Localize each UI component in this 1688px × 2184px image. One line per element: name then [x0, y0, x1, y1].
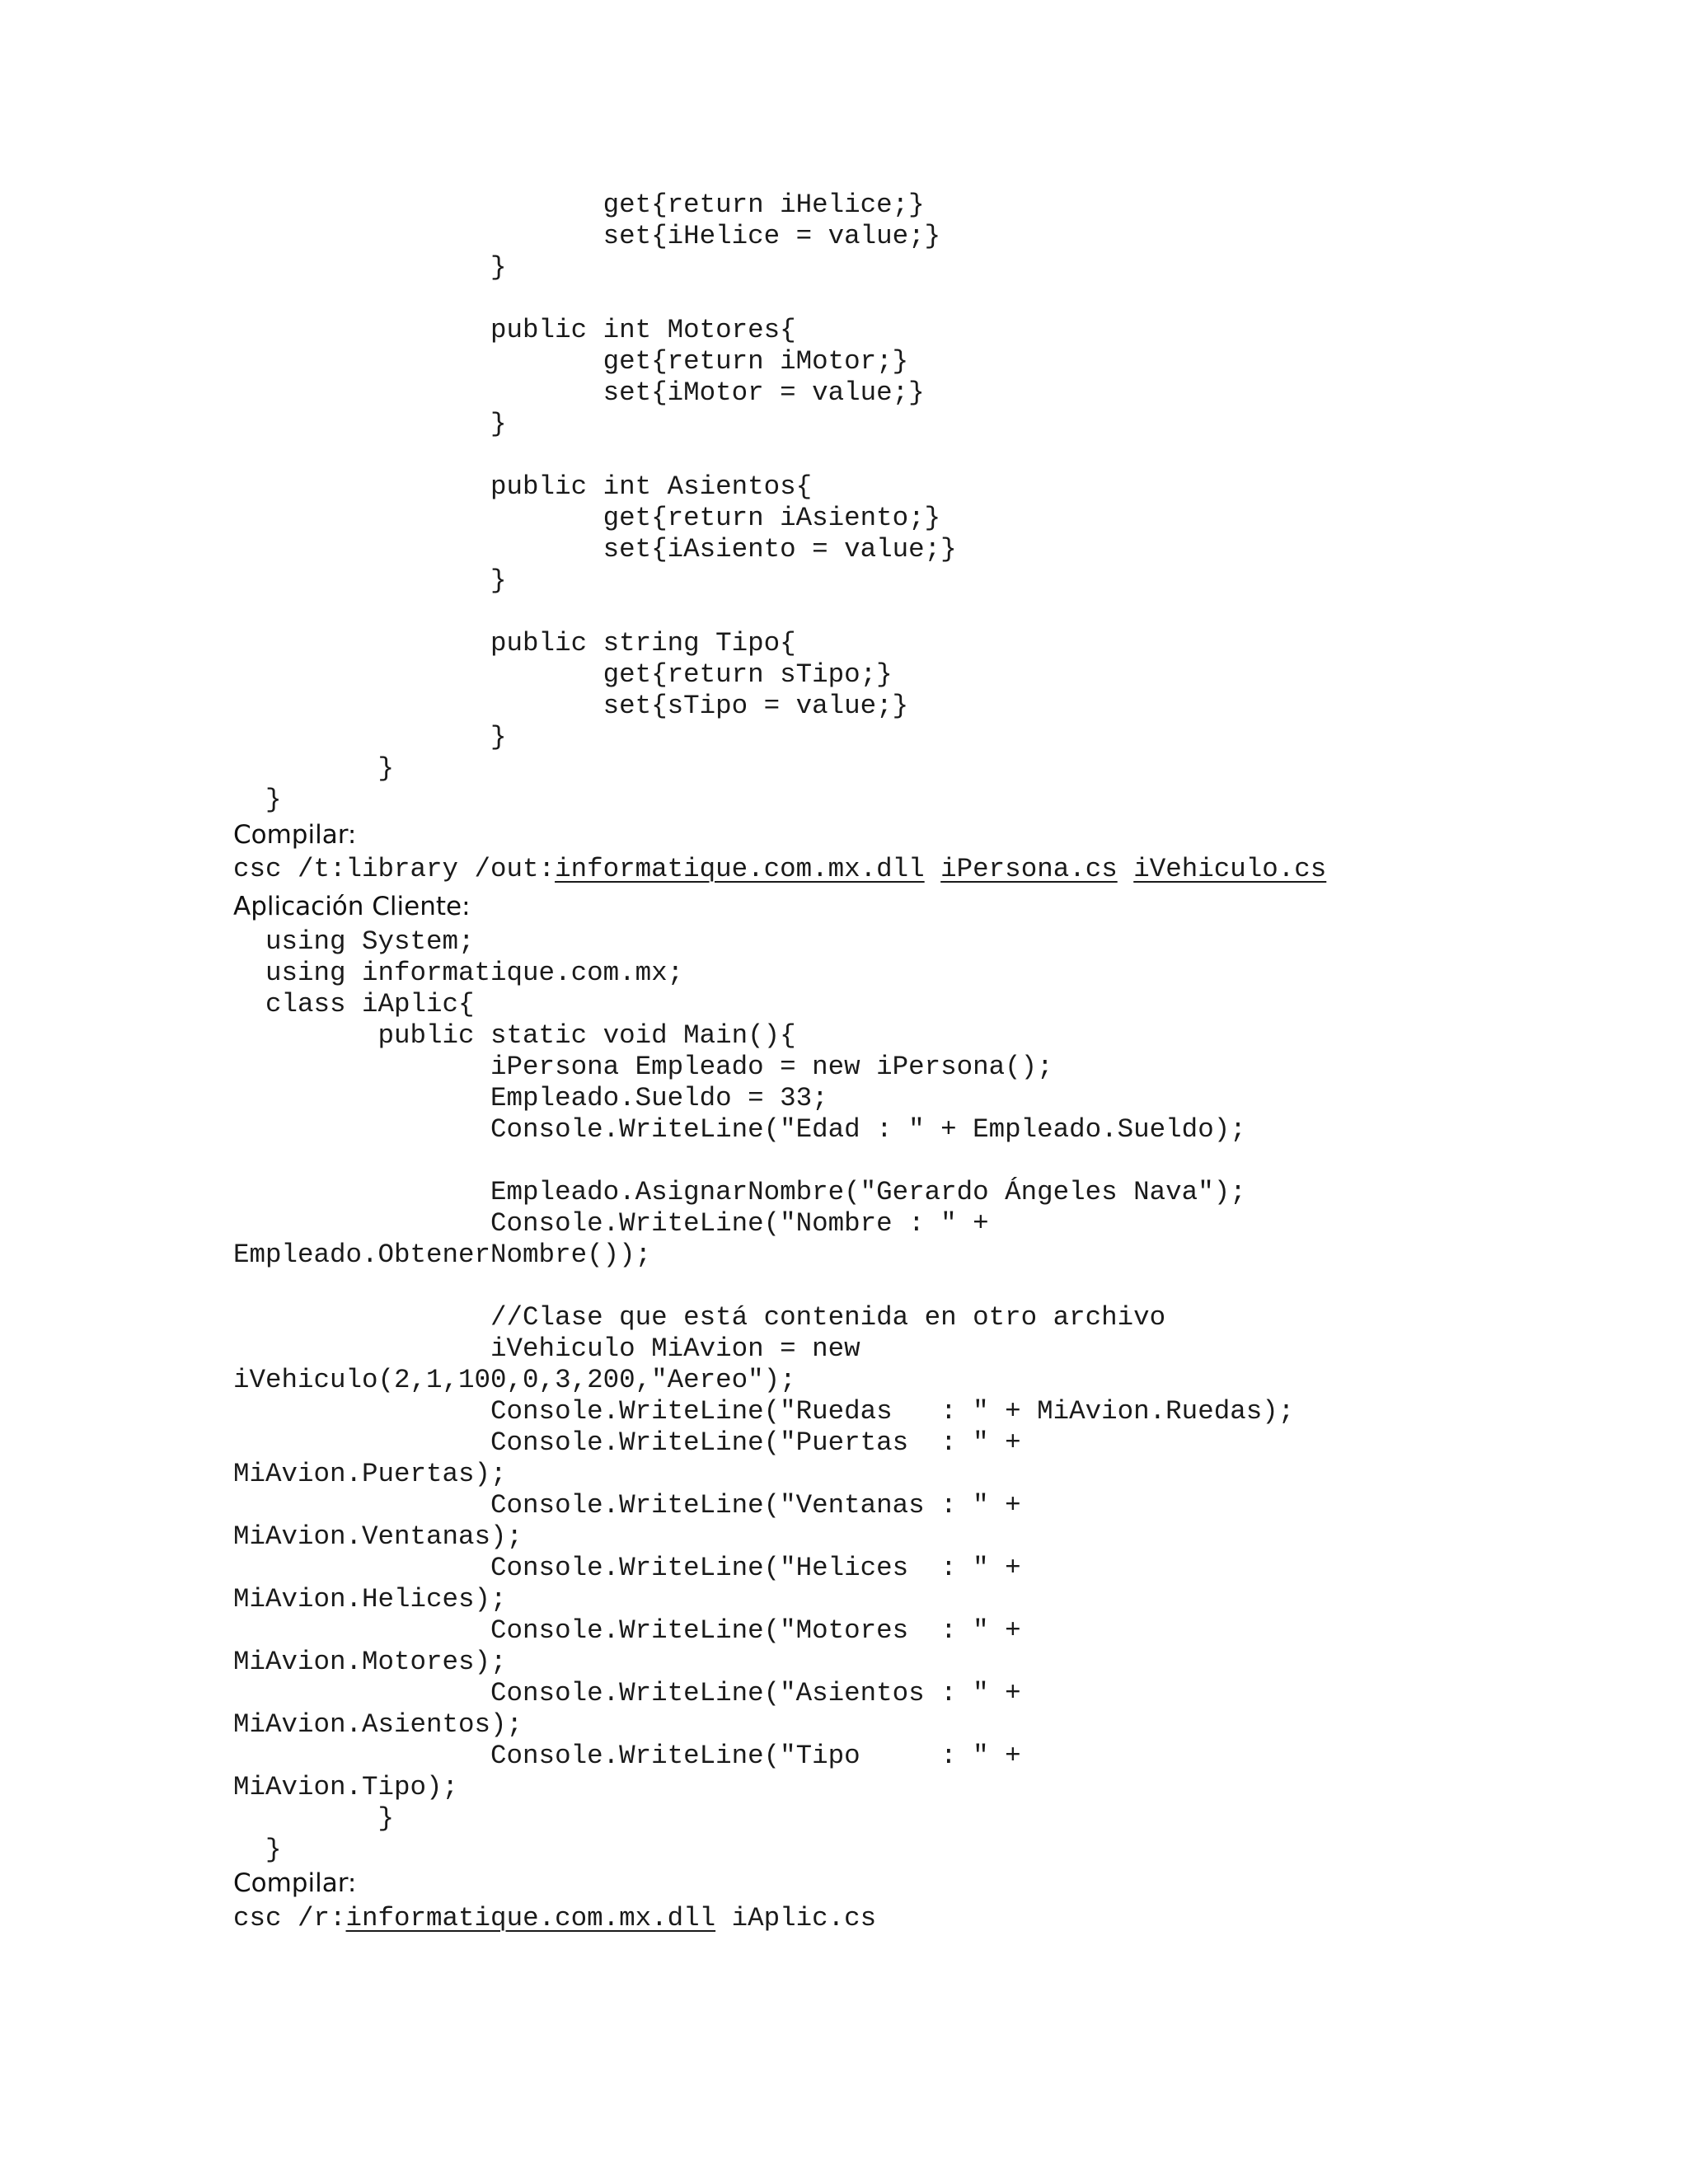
compile-label: Compilar: [233, 1868, 357, 1898]
code-line: Console.WriteLine("Tipo : " + [233, 1741, 1021, 1771]
code-line: MiAvion.Tipo); [233, 1772, 459, 1802]
code-line: Console.WriteLine("Ruedas : " + MiAvion.Ruedas); [233, 1396, 1295, 1427]
command-prefix: csc /t:library /out: [233, 854, 556, 884]
code-line: get{return sTipo;} [233, 659, 893, 690]
code-line: iVehiculo(2,1,100,0,3,200,"Aereo"); [233, 1365, 796, 1395]
code-line: MiAvion.Helices); [233, 1584, 507, 1615]
code-line: } [233, 565, 507, 596]
code-line: } [233, 722, 507, 752]
code-line: MiAvion.Puertas); [233, 1459, 507, 1489]
code-line: Console.WriteLine("Ventanas : " + [233, 1490, 1021, 1521]
source-file-ipersona: iPersona.cs [940, 854, 1118, 884]
code-line: Console.WriteLine("Asientos : " + [233, 1678, 1021, 1708]
code-line: //Clase que está contenida en otro archivo [233, 1302, 1166, 1333]
compile-command-reference [233, 1903, 876, 1934]
code-line: get{return iHelice;} [233, 190, 925, 220]
code-line: using informatique.com.mx; [233, 958, 684, 988]
code-line: MiAvion.Motores); [233, 1647, 507, 1677]
code-line: get{return iAsiento;} [233, 503, 941, 533]
code-line: iVehiculo MiAvion = new [233, 1333, 860, 1364]
code-line: } [233, 785, 282, 815]
code-line: Console.WriteLine("Motores : " + [233, 1615, 1021, 1646]
code-line: public string Tipo{ [233, 628, 796, 658]
compile-command-library [233, 854, 1326, 885]
code-line: get{return iMotor;} [233, 346, 909, 377]
code-line: Empleado.Sueldo = 33; [233, 1083, 828, 1113]
code-line: } [233, 1803, 395, 1834]
code-line: Console.WriteLine("Nombre : " + [233, 1208, 989, 1239]
code-line: iPersona Empleado = new iPersona(); [233, 1052, 1053, 1082]
dll-filename: informatique.com.mx.dll [555, 854, 925, 884]
code-line: set{sTipo = value;} [233, 691, 909, 721]
code-line: } [233, 409, 507, 439]
command-prefix: csc /r: [233, 1903, 346, 1933]
code-line: public int Motores{ [233, 315, 796, 345]
code-line: using System; [233, 926, 475, 957]
client-app-heading: Aplicación Cliente: [233, 892, 471, 921]
code-line: MiAvion.Ventanas); [233, 1521, 523, 1552]
code-line: Empleado.AsignarNombre("Gerardo Ángeles Nava"); [233, 1177, 1246, 1207]
code-line: set{iMotor = value;} [233, 377, 925, 408]
code-line: public int Asientos{ [233, 471, 813, 502]
code-line: set{iAsiento = value;} [233, 534, 957, 565]
code-line: class iAplic{ [233, 989, 475, 1019]
code-line: Empleado.ObtenerNombre()); [233, 1240, 652, 1270]
code-line: } [233, 753, 395, 784]
code-line: MiAvion.Asientos); [233, 1709, 523, 1740]
dll-filename: informatique.com.mx.dll [345, 1903, 716, 1933]
code-line: Console.WriteLine("Helices : " + [233, 1553, 1021, 1583]
source-file-ivehiculo: iVehiculo.cs [1133, 854, 1327, 884]
source-file-iaplic: iAplic.cs [715, 1903, 877, 1933]
code-line: public static void Main(){ [233, 1020, 796, 1051]
compile-label: Compilar: [233, 820, 357, 850]
code-line: set{iHelice = value;} [233, 221, 941, 251]
code-line: Console.WriteLine("Puertas : " + [233, 1427, 1021, 1458]
code-line: Console.WriteLine("Edad : " + Empleado.Sueldo); [233, 1114, 1246, 1145]
code-line: } [233, 252, 507, 283]
code-line: } [233, 1835, 282, 1865]
